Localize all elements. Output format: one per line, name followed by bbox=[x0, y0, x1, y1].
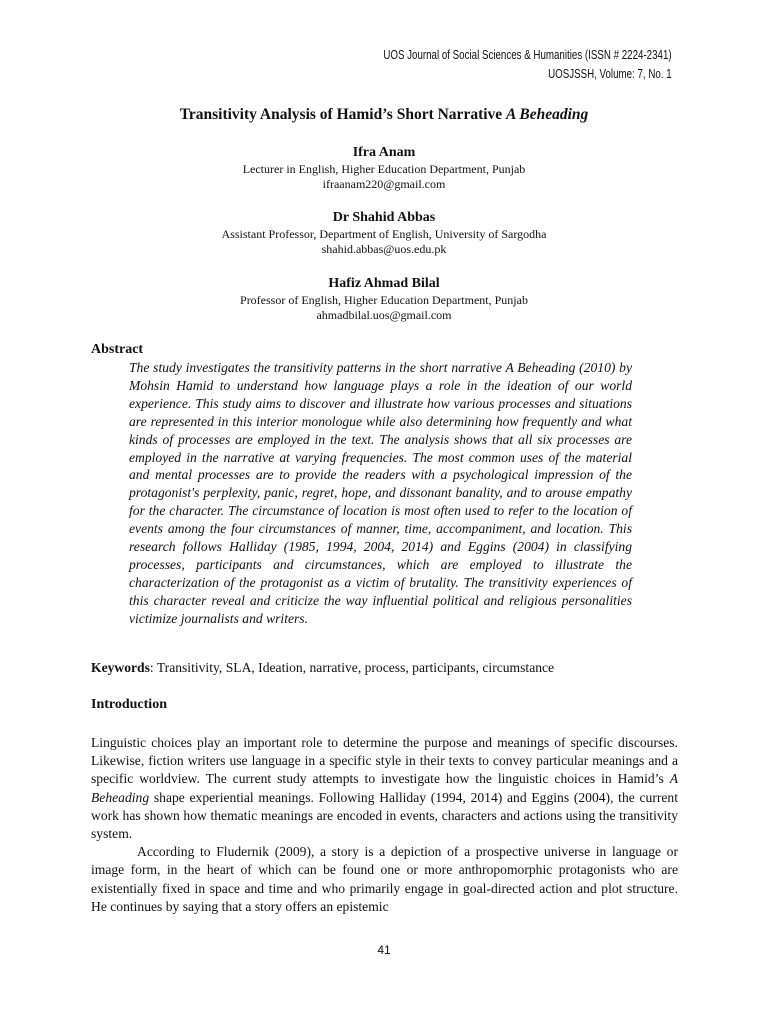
author-affiliation: Lecturer in English, Higher Education Department, Punjab bbox=[242, 162, 526, 176]
introduction-paragraph-2: According to Fludernik (2009), a story is a depiction of a prospective universe in language or image form, in the heart of which can be found one or more anthropomorphic protagonists who are existentially fixed in space and time and who primarily engage in goal-directed action and plot structure. He continues by saying that a story offers an epistemic bbox=[91, 844, 678, 914]
author-block-1 bbox=[0, 144, 768, 192]
abstract-heading: Abstract bbox=[91, 342, 144, 357]
author-email: ahmadbilal.uos@gmail.com bbox=[316, 308, 452, 322]
introduction-body bbox=[91, 734, 678, 916]
introduction-paragraph-1 bbox=[91, 734, 678, 843]
author-email: ifraanam220@gmail.com bbox=[322, 177, 446, 191]
author-affiliation: Assistant Professor, Department of English, University of Sargodha bbox=[221, 227, 547, 241]
author-name: Dr Shahid Abbas bbox=[332, 210, 436, 225]
author-block-2 bbox=[0, 209, 768, 257]
author-block-3 bbox=[0, 275, 768, 323]
journal-name-line: UOS Journal of Social Sciences & Humanities (ISSN # 2224-2341) bbox=[383, 48, 672, 62]
paragraph-text: Linguistic choices play an important role to determine the purpose and meanings of specific discourses. Likewise, fiction writers use language in a specific style in their texts to convey particular meanings and a specific worldview. The current study attempts to investigate how the linguistic choices in Hamid’s bbox=[91, 735, 678, 787]
page-number: 41 bbox=[377, 943, 391, 957]
keywords-line bbox=[91, 660, 691, 676]
abstract-text: The study investigates the transitivity patterns in the short narrative A Beheading (2010) by Mohsin Hamid to understand how language plays a role in the ideation of our world experience. This study aims to discover and illustrate how various processes and situations are represented in this interior monologue while also determining how frequently and what kinds of processes are employed in the text. The analysis shows that all six processes are employed in the narrative at varying frequencies. The most common uses of the material and mental processes are to provide the readers with a psychological impression of the protagonist's perplexity, panic, regret, hope, and dissonant banality, and to arouse empathy for the character. The circumstance of location is most often used to refer to the location of events among the four circumstances of manner, time, accompaniment, and location. This research follows Halliday (1985, 1994, 2004, 2014) and Eggins (2004) in classifying processes, participants and circumstances, which are employed to illustrate the characterization of the protagonist as a victim of brutality. The transitivity experiences of this character reveal and criticize the way influential political and religious personalities victimize journalists and writers. bbox=[129, 360, 632, 626]
keywords-list: : Transitivity, SLA, Ideation, narrative, process, participants, circumstance bbox=[149, 660, 555, 675]
paper-title-italic: A Beheading bbox=[506, 106, 589, 123]
keywords-label: Keywords bbox=[91, 660, 150, 675]
italic-title: A Beheading bbox=[91, 771, 678, 805]
author-name: Ifra Anam bbox=[352, 145, 416, 160]
author-affiliation: Professor of English, Higher Education Department, Punjab bbox=[240, 293, 528, 307]
paper-title bbox=[0, 106, 768, 124]
author-name: Hafiz Ahmad Bilal bbox=[328, 276, 440, 291]
paragraph-text: shape experiential meanings. Following Halliday (1994, 2014) and Eggins (2004), the current work has shown how thematic meanings are encoded in events, characters and actions using the transitivity system. bbox=[91, 789, 678, 842]
journal-running-head bbox=[384, 46, 672, 84]
paper-title-main: Transitivity Analysis of Hamid’s Short Narrative bbox=[179, 106, 507, 123]
journal-volume-line: UOSJSSH, Volume: 7, No. 1 bbox=[548, 67, 672, 81]
introduction-heading: Introduction bbox=[91, 697, 167, 712]
author-email: shahid.abbas@uos.edu.pk bbox=[321, 242, 447, 256]
